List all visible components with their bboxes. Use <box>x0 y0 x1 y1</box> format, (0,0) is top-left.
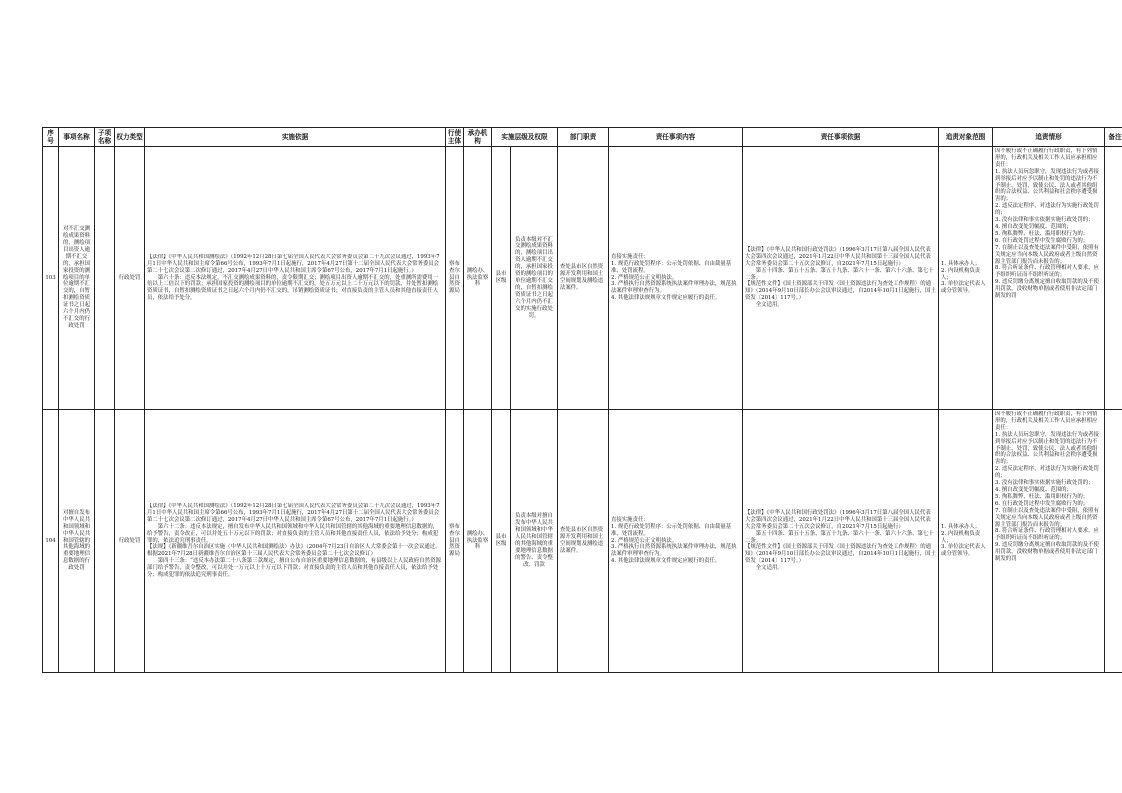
header-resp-basis: 责任事项依据 <box>743 128 939 147</box>
row-department: 测绘办、执法监察科 <box>464 147 492 410</box>
row-note <box>1105 410 1122 673</box>
header-item-name: 事项名称 <box>59 128 95 147</box>
row-seq: 104 <box>43 410 59 673</box>
target-text: 1. 具体承办人； 2. 内设机构负责人； 3. 单位法定代表人或分管领导。 <box>941 260 986 295</box>
header-note: 备注 <box>1105 128 1122 147</box>
row-resp-content <box>609 410 743 673</box>
row-target <box>939 147 993 410</box>
resp-content-text: 直接实施责任： 1. 规范行政处罚程序：公示处罚依据、自由裁量基准、处罚流程。 2. 严格规范公正文明执法。 3. 严格执行自然资源系统执法案件审理办法，规范执法案件审理审查行为。 4. 其他法律法规规章文件规定应履行的责任。 <box>611 253 737 302</box>
row-situations <box>993 147 1105 410</box>
row-legal-basis <box>145 147 446 410</box>
header-level: 实施层级及权限 <box>492 128 558 147</box>
header-seq: 序号 <box>43 128 59 147</box>
header-subject: 行使主体 <box>446 128 464 147</box>
header-department: 承办机构 <box>464 128 492 147</box>
responsibility-table <box>42 127 1122 673</box>
row-subitem <box>95 410 115 673</box>
header-row <box>43 128 1122 147</box>
row-subject: 察布查尔县自然资源局 <box>446 410 464 673</box>
header-target: 追责对象范围 <box>939 128 993 147</box>
row-power-type: 行政处罚 <box>115 410 145 673</box>
row-legal-basis <box>145 410 446 673</box>
row-level-desc: 负责本级对不汇交测绘成果资料的，测绘项目出资人逾期不汇交的，承担国家投资的测绘项目的单位逾期不汇交的，自暂扣测绘资质证书之日起六个月内仍不汇交的实施行政处罚。 <box>511 147 558 410</box>
row-resp-content <box>609 147 743 410</box>
row-target <box>939 410 993 673</box>
resp-content-text: 直接实施责任： 1. 规范行政处罚程序：公示处罚依据、自由裁量基准、处罚流程。 2. 严格规范公正文明执法。 3. 严格执行自然资源系统执法案件审理办法，规范执法案件审理审查行为。 4. 其他法律法规规章文件规定应履行的责任。 <box>611 516 737 565</box>
header-duty: 部门职责 <box>558 128 609 147</box>
row-resp-basis <box>743 410 939 673</box>
header-subitem-name: 子项名称 <box>95 128 115 147</box>
row-note <box>1105 147 1122 410</box>
row-duty: 查处县市区自然资源开发利用和国土空间规划及测绘违法案件。 <box>558 147 609 410</box>
row-duty: 查处县市区自然资源开发利用和国土空间规划及测绘违法案件。 <box>558 410 609 673</box>
row-item-name: 对擅自发布中华人民共和国领域和中华人民共和国管辖的其他海域的重要地理信息数据的行政处罚 <box>59 410 95 673</box>
situations-text: 因不履行或不正确履行行政职责，有下列情形的，行政机关及相关工作人员应承担相应责任： 1. 执法人员玩忽职守，发现违法行为或者接到举报后对应予以制止和处罚的违法行为不予制止、处罚，致使公民、法人或者其他组织的合法权益、公共利益和社会秩序遭受损害的； 2. 违反法定程序，对违法行为实施行政处罚的； 3. 没有法律和事实依据实施行政处罚的； 4. 擅自改变处罚幅度、范围的； 5. 徇私舞弊、枉法、滥用职权行为的； 6. 在行政处罚过程中发生腐败行为的； 7. 在制止以及查处违法案件中受阻，依照有关规定应当向本级人民政府或者上级自然资源主管部门报告而未报告的； 8. 符合听证条件、行政管理相对人要求，应予组织听证而不组织听证的； 9. 违反罚缴分离规定擅自收取罚款的及不使用罚款，没收财物单据或者使用非法定部门制发的罚 <box>995 148 1099 300</box>
situations-text: 因不履行或不正确履行行政职责，有下列情形的，行政机关及相关工作人员应承担相应责任： 1. 执法人员玩忽职守，发现违法行为或者接到举报后对应予以制止和处罚的违法行为不予制止、处罚，致使公民、法人或者其他组织的合法权益、公共利益和社会秩序遭受损害的； 2. 违反法定程序，对违法行为实施行政处罚的； 3. 没有法律和事实依据实施行政处罚的； 4. 擅自改变处罚幅度、范围的； 5. 徇私舞弊、枉法、滥用职权行为的； 6. 在行政处罚过程中发生腐败行为的； 7. 在制止以及查处违法案件中受阻，依照有关规定应当向本级人民政府或者上级自然资源主管部门报告而未报告的； 8. 符合听证条件、行政管理相对人要求，应予组织听证而不组织听证的； 9. 违反罚缴分离规定擅自收取罚款的及不使用罚款，没收财物单据或者使用非法定部门制发的罚 <box>995 411 1099 563</box>
legal-basis-text: 【法律】《中华人民共和国测绘法》（1992年12月28日第七届全国人民代表大会常务委员会第二十九次会议通过，1993年7月1日中华人民共和国主席令第66号公布，1993年7月1日起施行，2017年4月27日第十二届全国人民代表大会常务委员会第二十七次会议第二次修订通过，2017年4月27日中华人民共和国主席令第67号公布，2017年7月1日起施行。） 第六十二条：违反本法规定，擅自发布中华人民共和国领域和中华人民共和国管辖的其他海域的重要地理信息数据的，给予警告，责令改正，可以并处五十万元以下的罚款；对直接负责的主管人员和其他直接责任人员，依法给予处分；构成犯罪的，依法追究刑事责任。 【法规】《新疆维吾尔自治区实施〈中华人民共和国测绘法〉办法》（2004年7月23日自治区人大常委会第十一次会议通过，根据2021年7月28日新疆维吾尔自治区第十三届人民代表大会常务委员会第二十七次会议修订） 第四十三条：“违反本办法第二十八条第三款规定，擅自公布自治区重要地理信息数据的，有县级以上人民政府自然资源部门给予警告，责令整改，可以并处一万元以上十万元以下罚款；对直接负责的主管人员和其他直接责任人员，依法给予处分；构成犯罪的依法追究刑事责任。 <box>147 503 441 579</box>
row-seq: 103 <box>43 147 59 410</box>
legal-basis-text: 【法律】《中华人民共和国测绘法》（1992年12月28日第七届全国人民代表大会常务委员会第二十九次会议通过，1993年7月1日中华人民共和国主席令第66号公布，1993年7月1日起施行，2017年4月27日第十二届全国人民代表大会常务委员会第二十七次会议第二次修订通过，2017年4月27日中华人民共和国主席令第67号公布，2017年7月1日起施行。） 第六十条：违反本法规定，不汇交测绘成果资料的，责令限期汇交；测绘项目出资人逾期不汇交的，处重测所需费用一倍以上二倍以下的罚款；承担国家投资的测绘项目的单位逾期不汇交的，处五万元以上二十万元以下的罚款，并处暂扣测绘资质证书，自暂扣测绘资质证书之日起六个月内仍不汇交的，吊销测绘资质证书；对直接负责的主管人员和其他直接责任人员，依法给予处分。 <box>147 253 440 302</box>
header-legal-basis: 实施依据 <box>145 128 446 147</box>
resp-basis-text: 【法律】《中华人民共和国行政处罚法》（1996年3月17日第八届全国人民代表大会第四次会议通过，2021年1月22日中华人民共和国第十三届全国人民代表大会常务委员会第二十五次会议修订，自2021年7月15日起施行） 第五十四条、第五十五条、第五十九条、第六十一条、第六十六条、第七十二条。 【规范性文件】《国土资源部关于印发〈国土资源违法行为查处工作规程〉的通知》（2014年9月10日部长办公会议审议通过，自2014年10月1日起施行，国土资发〔2014〕117号。） 全文适用。 <box>745 246 936 309</box>
resp-basis-text: 【法律】《中华人民共和国行政处罚法》（1996年3月17日第八届全国人民代表大会第四次会议通过，2021年1月22日中华人民共和国第十三届全国人民代表大会常务委员会第二十五次会议修订，自2021年7月15日起施行） 第五十四条、第五十五条、第五十九条、第六十一条、第六十六条、第七十二条。 【规范性文件】《国土资源部关于印发〈国土资源违法行为查处工作规程〉的通知》（2014年9月10日部长办公会议审议通过，自2014年10月1日起施行，国土资发〔2014〕117号。） 全文适用。 <box>745 509 936 572</box>
row-department: 测绘办、执法监察科 <box>464 410 492 673</box>
row-subject: 察布查尔县自然资源局 <box>446 147 464 410</box>
table-row <box>43 147 1122 410</box>
row-level-scope: 县市区级 <box>492 410 511 673</box>
header-situations: 追责情形 <box>993 128 1105 147</box>
target-text: 1. 具体承办人； 2. 内设机构负责人； 3. 单位法定代表人或分管领导。 <box>941 523 986 558</box>
row-level-desc: 负责本级对擅自发布中华人民共和国领域和中华人民共和国管辖的其他海域的重要地理信息数据的警告、责令整改、罚款 <box>511 410 558 673</box>
row-power-type: 行政处罚 <box>115 147 145 410</box>
row-level-scope: 县市区级 <box>492 147 511 410</box>
row-subitem <box>95 147 115 410</box>
table-row <box>43 410 1122 673</box>
row-resp-basis <box>743 147 939 410</box>
header-power-type: 权力类型 <box>115 128 145 147</box>
row-item-name: 对不汇交测绘成果资料的，测绘项目出资人逾期不汇交的，承担国家投资的测绘项目的单位逾期不汇交的，自暂扣测绘资质证书之日起六个月内仍不汇交的行政处罚 <box>59 147 95 410</box>
row-situations <box>993 410 1105 673</box>
header-resp-content: 责任事项内容 <box>609 128 743 147</box>
